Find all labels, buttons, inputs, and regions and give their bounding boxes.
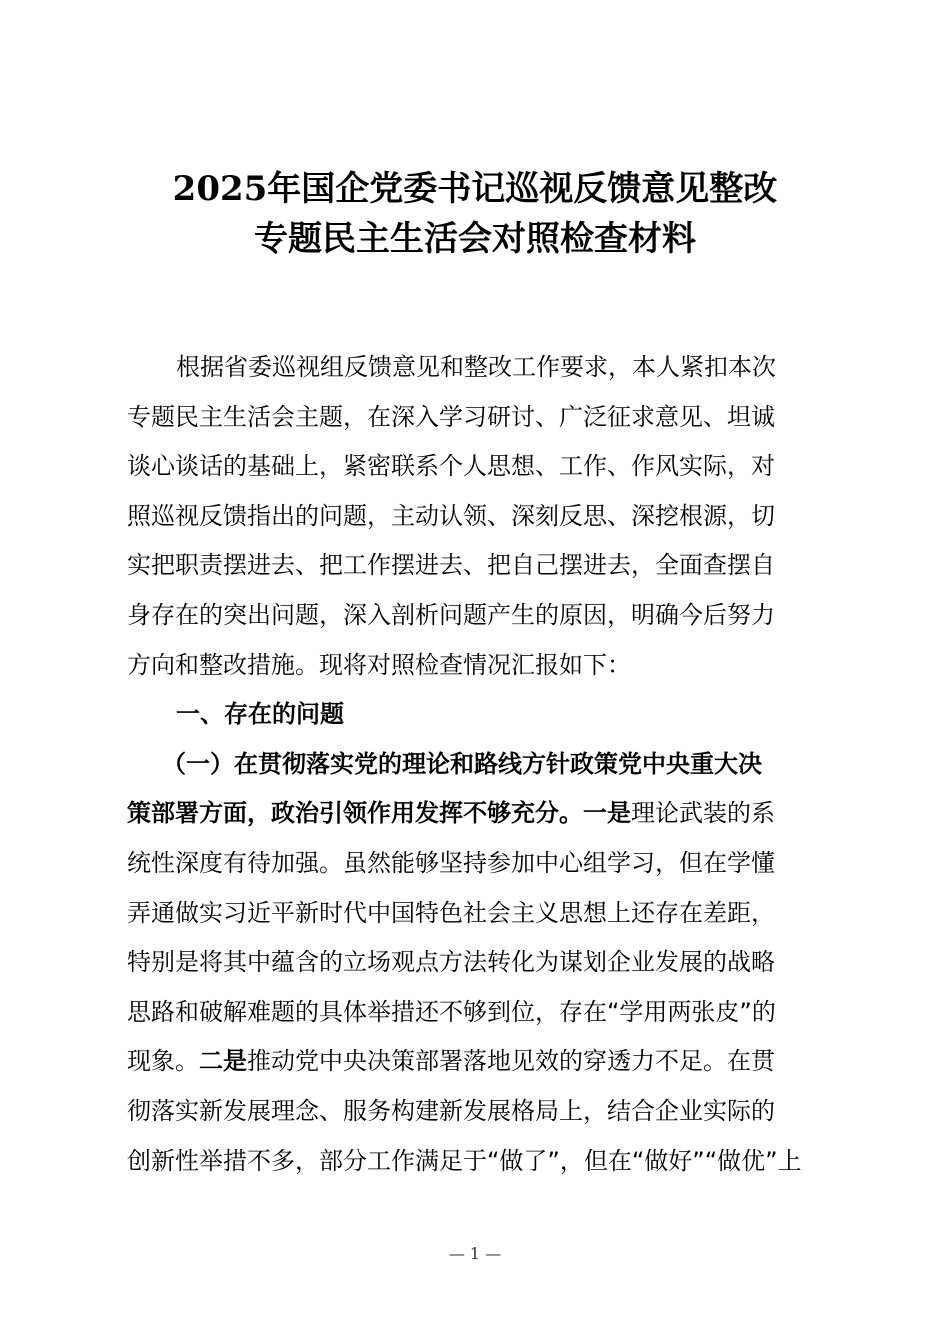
intro-line: 谈心谈话的基础上，紧密联系个人思想、工作、作风实际，对 (127, 452, 775, 481)
point-text: 现象。 (127, 1047, 199, 1076)
subsection-line: 弄通做实习近平新时代中国特色社会主义思想上还存在差距， (127, 898, 775, 927)
subsection-heading-part1: （一）在贯彻落实党的理论和路线方针政策党中央重大决 (162, 749, 762, 778)
document-title (100, 164, 850, 264)
intro-line: 照巡视反馈指出的问题，主动认领、深刻反思、深挖根源，切 (127, 501, 775, 530)
intro-paragraph (127, 343, 825, 690)
subsection-line: 思路和破解难题的具体举措还不够到位，存在“学用两张皮”的 (127, 997, 776, 1026)
subsection-line: 创新性举措不多，部分工作满足于“做了”，但在“做好”“做优”上 (127, 1146, 802, 1175)
subsection-line (127, 1037, 825, 1087)
intro-line: 专题民主生活会主题，在深入学习研讨、广泛征求意见、坦诚 (127, 402, 775, 431)
intro-line: 方向和整改措施。现将对照检查情况汇报如下： (127, 650, 631, 679)
section-heading (127, 690, 825, 740)
subsection-line: 特别是将其中蕴含的立场观点方法转化为谋划企业发展的战略 (127, 948, 775, 977)
point-text: 理论武装的系 (631, 799, 775, 828)
point-marker-2: 二是 (199, 1047, 247, 1076)
intro-line: 根据省委巡视组反馈意见和整改工作要求，本人紧扣本次 (176, 353, 776, 381)
subsection-line (127, 789, 825, 839)
point-text: 推动党中央决策部署落地见效的穿透力不足。在贯 (247, 1047, 775, 1076)
intro-line: 身存在的突出问题，深入剖析问题产生的原因，明确今后努力 (127, 600, 775, 629)
subsection-line: 统性深度有待加强。虽然能够坚持参加中心组学习，但在学懂 (127, 848, 775, 877)
point-marker-1: 一是 (583, 799, 631, 828)
document-body (127, 343, 825, 1186)
subsection-paragraph (127, 740, 825, 1186)
subsection-heading-part2: 策部署方面，政治引领作用发挥不够充分。 (127, 799, 583, 828)
section-heading-text: 一、存在的问题 (176, 700, 344, 729)
intro-line: 实把职责摆进去、把工作摆进去、把自己摆进去，全面查摆自 (127, 551, 775, 580)
page-number: — 1 — (448, 1244, 502, 1263)
title-line-1: 2025年国企党委书记巡视反馈意见整改 (172, 169, 778, 209)
title-line-2: 专题民主生活会对照检查材料 (254, 219, 696, 259)
subsection-line: 彻落实新发展理念、服务构建新发展格局上，结合企业实际的 (127, 1096, 775, 1125)
subsection-line (127, 740, 825, 790)
